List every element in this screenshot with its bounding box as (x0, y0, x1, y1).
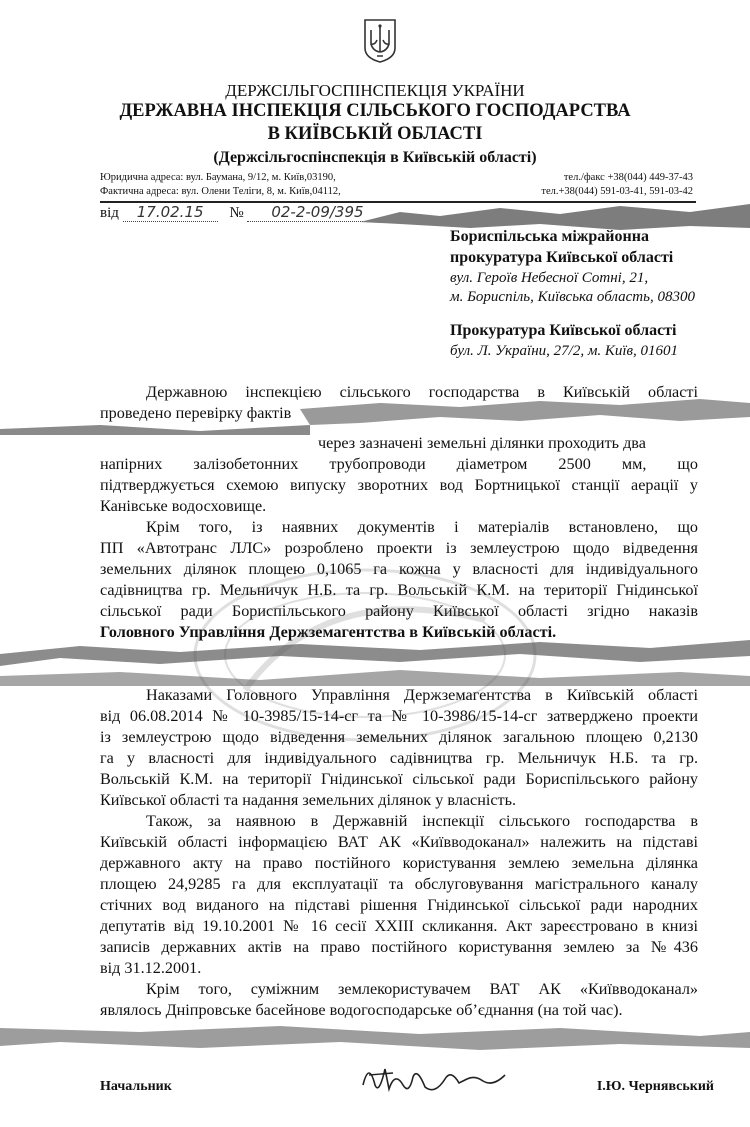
text-line: Вольській К.М. на території Гнідинської сільської ради Бориспільського району (100, 770, 698, 788)
text-line: являлось Дніпровське басейнове водогосподарське об’єднання (на той час). (100, 1001, 623, 1019)
document-number: 02-2-09/395 (247, 203, 387, 222)
recipient-2-address: бул. Л. України, 27/2, м. Київ, 01601 (450, 343, 679, 359)
recipient-1-name-line1: Бориспільська міжрайонна (450, 228, 649, 245)
text-line: Також, за наявною в Державній інспекції сільського господарства в (146, 812, 698, 830)
recipient-2-name: Прокуратура Київської області (450, 322, 677, 339)
text-line: Крім того, суміжним землекористувачем ВАТ АК «Київводоканал» (146, 980, 698, 998)
text-line: Наказами Головного Управління Держземагентства в Київській області (146, 686, 698, 704)
phone-numbers: тел.+38(044) 591-03-41, 591-03-42 (541, 186, 693, 197)
text-line: садівництва гр. Мельничук Н.Б. та гр. Вольській К.М. на території Гнідинської (100, 581, 698, 599)
paragraph-inspection (100, 382, 698, 424)
text-line: напірних залізобетонних трубопроводи діаметром 2500 мм, що (100, 455, 698, 473)
number-label: № (229, 205, 244, 221)
text-line: проведено перевірку фактів (100, 404, 292, 422)
paragraph-pipelines (100, 433, 698, 517)
paragraph-adjacent-user (100, 979, 698, 1021)
recipient-1-address-line1: вул. Героїв Небесної Сотні, 21, (450, 270, 649, 286)
text-line: Київської області та надання земельних ділянок у власність. (100, 791, 517, 809)
date-label: від (100, 205, 119, 221)
text-line: депутатів від 19.10.2001 № 16 сесії XXIII скликання. Акт зареєстровано в книзі (100, 917, 698, 935)
text-line: Головного Управління Держземагентства в Київській області. (100, 623, 557, 641)
agency-name-main: ДЕРЖАВНА ІНСПЕКЦІЯ СІЛЬСЬКОГО ГОСПОДАРСТВА (119, 101, 631, 121)
text-line: Київській області інформацією ВАТ АК «Київводоканал» належить на підставі (100, 833, 698, 851)
text-line: га у власності для індивідуального садівництва гр. Мельничук Н.Б. та гр. (100, 749, 698, 767)
text-line: записів державних актів на право постійного користування землею за №436 (100, 938, 698, 956)
text-line: від 31.12.2001. (100, 959, 202, 977)
recipient-1-name-line2: прокуратура Київської області (450, 249, 674, 266)
text-line: стічних вод виданого на підставі рішення Гнідинської сільської ради народних (100, 896, 698, 914)
text-line: із землеустрою щодо відведення земельних ділянок загальною площею 0,2130 (100, 728, 698, 746)
signatory-name: І.Ю. Чернявський (596, 1079, 714, 1094)
text-line: земельних ділянок площею 0,1065 га кожна у власності для індивідуального (100, 560, 698, 578)
text-line: сільської ради Бориспільського району Київської області згідно наказів (100, 602, 698, 620)
document-date: 17.02.15 (123, 203, 218, 222)
agency-name-short: (Держсільгоспінспекція в Київській області) (213, 149, 537, 166)
text-line: державного акту на право постійного користування землею земельна ділянка (100, 854, 698, 872)
torn-edge-redaction-3 (0, 1018, 750, 1054)
coat-of-arms-icon (363, 18, 397, 64)
recipient-1-address-line2: м. Бориспіль, Київська область, 08300 (450, 289, 695, 305)
legal-address: Юридична адреса: вул. Баумана, 9/12, м. Київ,03190, (100, 172, 336, 183)
torn-edge-top (0, 200, 750, 230)
paragraph-orders (100, 685, 698, 811)
paragraph-state-act (100, 811, 698, 979)
text-line: підтверджується схемою випуску зворотних вод Бортницької станції аерації у (100, 476, 698, 494)
text-line: площею 24,9285 га для експлуатації та обслуговування магістрального каналу (100, 875, 698, 893)
signatory-position: Начальник (100, 1079, 172, 1094)
handwritten-signature (355, 1055, 520, 1100)
text-line: ПП «Автотранс ЛЛС» розроблено проекти із землеустрою щодо відведення (100, 539, 698, 557)
text-line: від 06.08.2014 № 10-3985/15-14-сг та № 10-3986/15-14-сг затверджено проекти (100, 707, 698, 725)
agency-name-region: В КИЇВСЬКІЙ ОБЛАСТІ (267, 124, 483, 144)
phone-fax: тел./факс +38(044) 449-37-43 (563, 172, 693, 183)
agency-name-top: ДЕРЖСІЛЬГОСПІНСПЕКЦІЯ УКРАЇНИ (225, 81, 525, 100)
text-line: через зазначені земельні ділянки проходить два (318, 434, 646, 452)
text-line: Державною інспекцією сільського господарства в Київській області (146, 383, 698, 401)
actual-address: Фактична адреса: вул. Олени Теліги, 8, м. Київ,04112, (100, 186, 341, 197)
text-line: Канівське водосховище. (100, 497, 267, 515)
text-line: Крім того, із наявних документів і матеріалів встановлено, що (146, 518, 698, 536)
